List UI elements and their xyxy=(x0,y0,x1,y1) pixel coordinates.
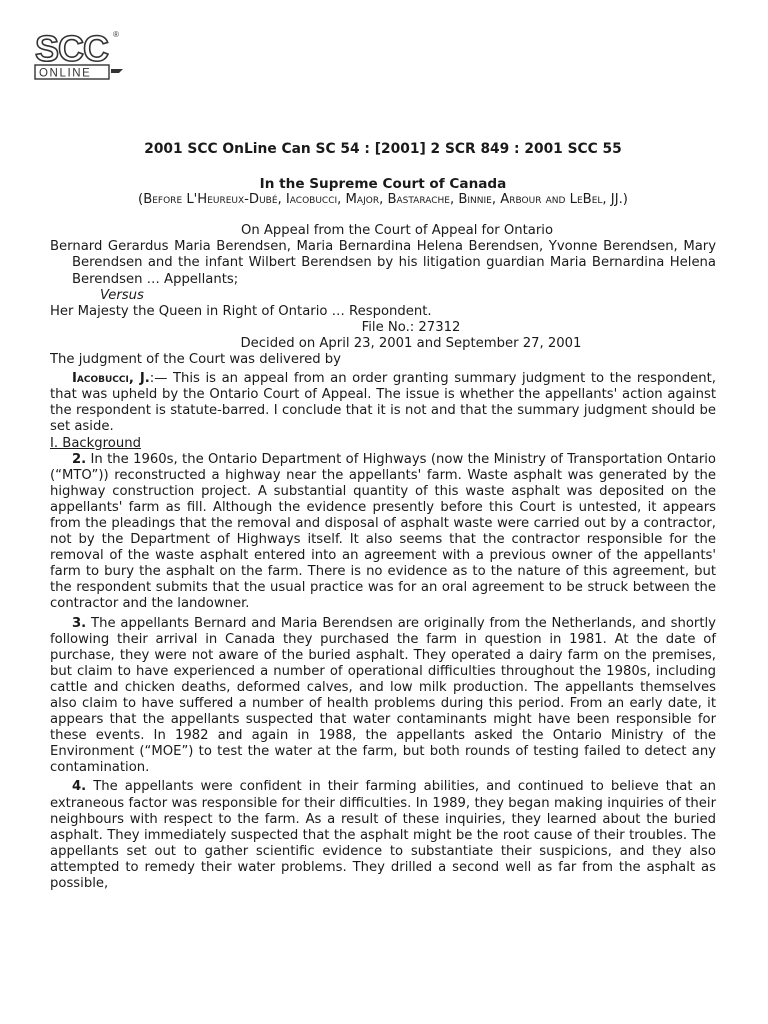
case-citation: 2001 SCC OnLine Can SC 54 : [2001] 2 SCR 849 : 2001 SCC 55 xyxy=(144,141,622,157)
paragraph-4 xyxy=(50,779,716,892)
paragraph-2 xyxy=(50,452,716,613)
scc-online-logo xyxy=(33,28,129,84)
file-number: File No.: 27312 xyxy=(361,319,461,335)
judgment-intro: The judgment of the Court was delivered by xyxy=(50,352,341,368)
versus-label: Versus xyxy=(100,287,144,303)
paragraph-3-text: The appellants Bernard and Maria Berendsen are originally from the Netherlands, and shortly following their arrival in Canada they purchased the farm in question in 1981. At the date of purchase, they were not aware of the buried asphalt. They operated a dairy farm on the premises, but claim to have experienced a number of operational difficulties throughout the 1980s, including cattle and chicken deaths, deformed calves, and low milk production. The appellants themselves also claim to have suffered a number of health problems during this period. From an early date, it appears that the appellants suspected that water contaminants might have been responsible for these events. In 1982 and again in 1988, the appellants asked the Ontario Ministry of the Environment (“MOE”) to test the water at the farm, but both rounds of testing failed to detect any contamination. xyxy=(50,615,716,776)
judge-name: Iacobucci, J. xyxy=(72,371,150,387)
paragraph-2-number: 2. xyxy=(72,451,87,467)
paragraph-3 xyxy=(50,616,716,777)
paragraph-3-number: 3. xyxy=(72,615,87,631)
bench-composition: (Before L'Heureux-Dubé, Iacobucci, Major, Bastarache, Binnie, Arbour and LeBel, JJ.) xyxy=(138,192,628,208)
paragraph-4-number: 4. xyxy=(72,779,87,795)
logo-registered-mark: ® xyxy=(113,30,119,39)
on-appeal-line: On Appeal from the Court of Appeal for Ontario xyxy=(240,223,554,239)
appellants: Bernard Gerardus Maria Berendsen, Maria Bernardina Helena Berendsen, Yvonne Berendsen, Mary Berendsen and the infant Wilbert Berendsen by his litigation guardian Maria Bernardina Helena Berendsen … Appellants; xyxy=(50,239,716,287)
court-name: In the Supreme Court of Canada xyxy=(259,176,507,193)
decision-dates: Decided on April 23, 2001 and September 27, 2001 xyxy=(240,335,582,351)
logo-scc-text: SCC xyxy=(35,28,109,69)
section-heading-background: I. Background xyxy=(50,435,141,451)
paragraph-1-text: :— This is an appeal from an order granting summary judgment to the respondent, that was upheld by the Ontario Court of Appeal. The issue is whether the appellants' action against the respondent is statute-barred. I conclude that it is not and that the summary judgment should be set aside. xyxy=(50,371,716,435)
logo-online-text: ONLINE xyxy=(39,67,92,80)
paragraph-4-text: The appellants were confident in their farming abilities, and continued to believe that an extraneous factor was responsible for their difficulties. In 1989, they began making inquiries of their neighbours with respect to the farm. As a result of these inquiries, they learned about the buried asphalt. They immediately suspected that the asphalt might be the root cause of their troubles. The appellants set out to gather scientific evidence to substantiate their suspicions, and they also attempted to remedy their water problems. They drilled a second well as far from the asphalt as possible, xyxy=(50,779,716,892)
judgment-document xyxy=(50,141,716,892)
paragraph-2-text: In the 1960s, the Ontario Department of Highways (now the Ministry of Transportation Ontario (“MTO”)) reconstructed a highway near the appellants' farm. Waste asphalt was generated by the highway construction project. A substantial quantity of this waste asphalt was deposited on the appellants' farm as fill. Although the evidence presently before this Court is untested, it appears from the pleadings that the removal and disposal of asphalt waste were carried out by a contractor, not by the Department of Highways itself. It also seems that the contractor responsible for the removal of the waste asphalt entered into an agreement with a previous owner of the appellants' farm to bury the asphalt on the farm. There is no evidence as to the nature of this agreement, but the respondent submits that the usual practice was for an oral agreement to be struck between the contractor and the landowner. xyxy=(50,451,716,612)
paragraph-1 xyxy=(50,371,716,435)
respondent: Her Majesty the Queen in Right of Ontario … Respondent. xyxy=(50,303,432,319)
